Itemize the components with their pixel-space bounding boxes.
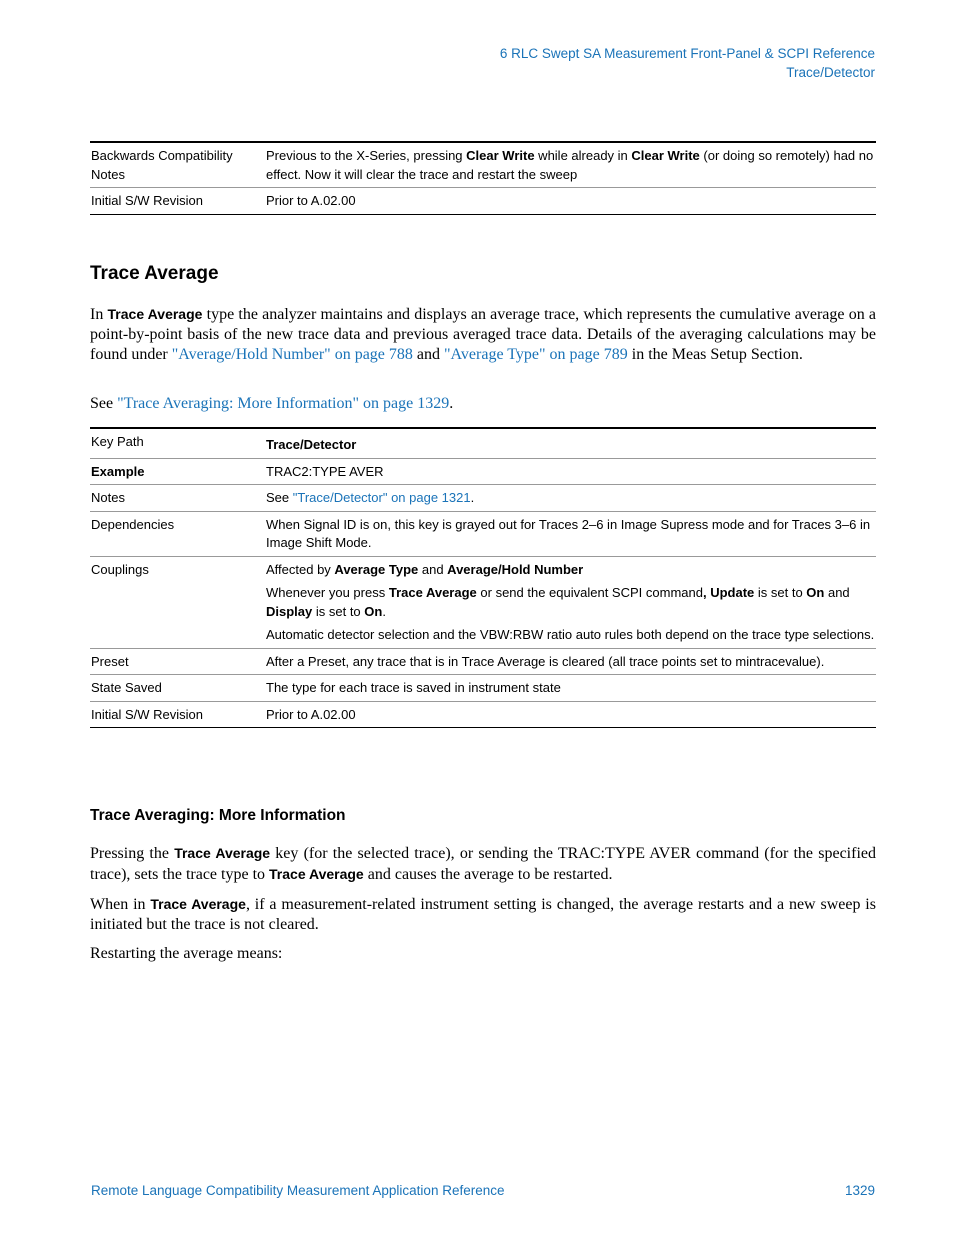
text: When in [90,896,151,913]
table-row [90,142,876,188]
key-name: Clear Write [466,148,535,163]
page-number: 1329 [844,1183,875,1198]
row-value: After a Preset, any trace that is in Trace Average is cleared (all trace points set to mintracevalue). [265,648,876,675]
row-label: Dependencies [90,511,265,556]
row-value: Prior to A.02.00 [265,188,876,215]
couplings-p3: Automatic detector selection and the VBW:RBW ratio auto rules both depend on the trace type selections. [266,627,875,642]
text: In [90,306,108,323]
row-label: Initial S/W Revision [90,701,265,728]
row-label: State Saved [90,675,265,702]
table-row [90,556,876,648]
label-bold: Example [91,463,145,479]
table-row [90,511,876,556]
key-name: Average Type [334,561,419,577]
text: is set to [754,585,807,600]
compatibility-table [90,141,876,215]
text: , if a measurement-related instrument setting is changed, the average restarts and a new sweep is initiated but the trace is not cleared. [90,896,876,933]
row-value: Prior to A.02.00 [265,701,876,728]
row-value [265,428,876,458]
link-more-information[interactable]: "Trace Averaging: More Information" on page 1329 [117,395,450,412]
text: (or doing so remotely) had no effect. Now it will clear the trace and restart the sweep [266,148,874,182]
section-heading-trace-average: Trace Average [90,263,219,284]
couplings-p2 [266,584,876,621]
text: See [90,395,118,412]
row-label: Key Path [90,428,265,458]
row-value: The type for each trace is saved in instrument state [265,675,876,702]
key-name: Display [266,603,313,619]
key-name: Clear Write [631,148,700,163]
text: Whenever you press [266,585,389,600]
link-average-type[interactable]: "Average Type" on page 789 [444,346,628,363]
text: and causes the average to be restarted. [363,866,613,883]
text: and [824,585,850,600]
text: in the Meas Setup Section. [627,346,803,363]
footer-title: Remote Language Compatibility Measurement Application Reference [91,1183,505,1198]
text: key (for the selected trace), or sending the TRAC:TYPE AVER command (for the specified trace), sets the trace type to [90,845,876,883]
text: and [418,561,448,577]
link-average-hold-number[interactable]: "Average/Hold Number" on page 788 [171,346,413,363]
row-value [265,556,876,648]
see-paragraph [90,394,876,414]
key-name: Trace Average [150,896,246,912]
key-name: Trace Average [269,866,364,882]
text: and [412,346,445,363]
row-value: TRAC2:TYPE AVER [265,458,876,485]
table-row [90,458,876,485]
text: . [449,395,454,412]
key-name: Average/Hold Number [447,561,584,577]
table-row [90,701,876,728]
more-info-paragraph-1 [90,843,876,885]
table-row [90,485,876,512]
row-label: Couplings [90,556,265,648]
text: Previous to the X-Series, pressing [266,148,467,163]
section-heading-more-information: Trace Averaging: More Information [90,807,346,824]
key-path: Trace/Detector [266,437,357,452]
text: Affected by [266,561,335,577]
header-section: Trace/Detector [786,65,875,80]
key-name: Trace Average [174,845,271,861]
row-value [265,142,876,188]
text: is set to [312,603,365,619]
text: Pressing the [90,845,175,862]
intro-paragraph [90,304,876,365]
row-value: When Signal ID is on, this key is grayed out for Traces 2–6 in Image Supress mode and for Traces 3–6 in Image Shift Mode. [265,511,876,556]
trace-average-table [90,427,876,728]
more-info-paragraph-3: Restarting the average means: [90,945,283,962]
text: type the analyzer maintains and displays an average trace, which represents the cumulative average on a point-by-point basis of the new trace data and previous averaged trace data. Details of the averaging calculations may be found under [90,306,877,363]
key-name: , Update [702,585,755,600]
table-row [90,428,876,458]
row-value [265,485,876,512]
row-label: Preset [90,648,265,675]
key-name: Trace Average [388,585,477,600]
table-row [90,188,876,215]
link-trace-detector[interactable]: "Trace/Detector" on page 1321 [292,490,471,505]
more-info-paragraph-2 [90,894,876,935]
row-label: Initial S/W Revision [90,188,265,215]
running-header [500,44,875,82]
row-label: Notes [90,485,265,512]
row-label: Backwards Compatibility Notes [90,142,265,188]
couplings-p1 [266,561,876,580]
table-row [90,648,876,675]
text: See [266,490,293,505]
text: . [382,603,386,619]
key-name: Trace Average [107,306,203,322]
text: . [470,490,475,505]
header-chapter: 6 RLC Swept SA Measurement Front-Panel & SCPI Reference [499,46,875,61]
page-footer [91,1183,875,1198]
key-name: On [364,603,383,619]
text: or send the equivalent SCPI command [476,585,703,600]
text: while already in [534,148,632,163]
key-name: On [806,585,825,600]
row-label [90,458,265,485]
table-row [90,675,876,702]
